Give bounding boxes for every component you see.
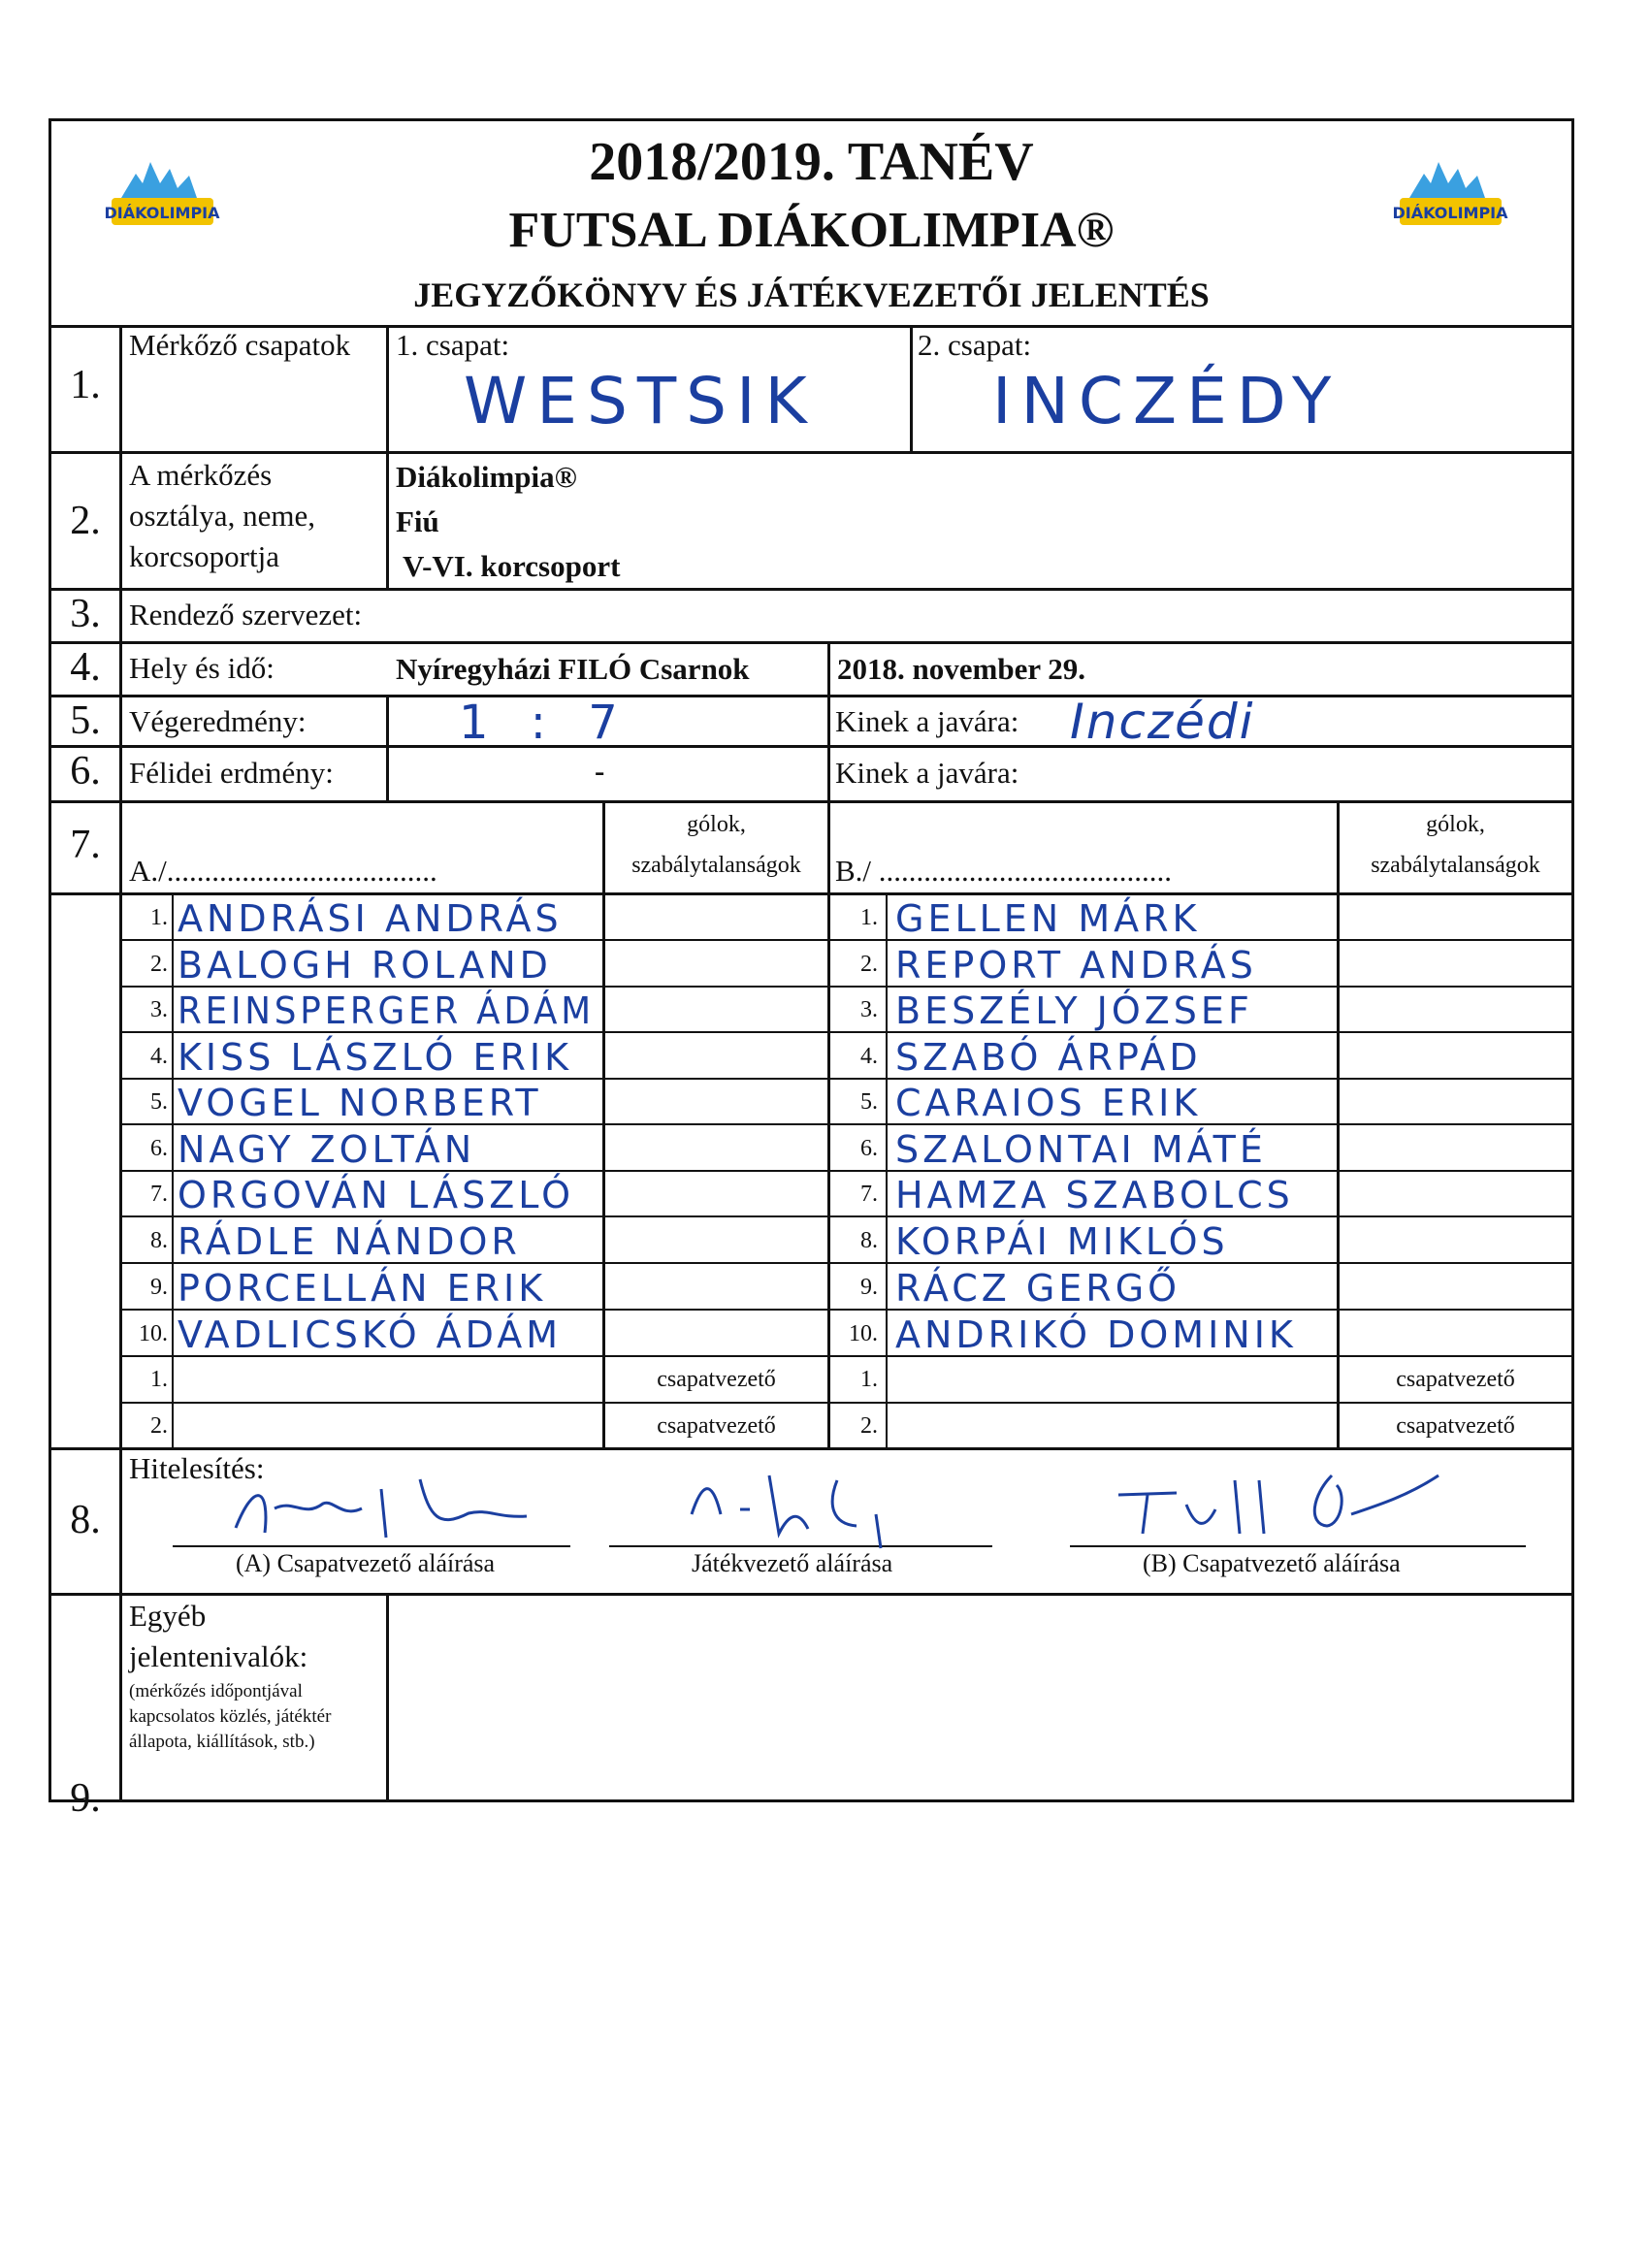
player-a-name: KISS LÁSZLÓ ERIK: [178, 1036, 572, 1079]
goals-header-b-l1: gólok,: [1426, 812, 1485, 837]
goals-header-a-l1: gólok,: [687, 812, 746, 837]
label-team-2: 2. csapat:: [918, 328, 1032, 362]
goals-header-a-l2: szabálytalanságok: [631, 853, 801, 878]
form-title-report: JEGYZŐKÖNYV ÉS JÁTÉKVEZETŐI JELENTÉS: [413, 275, 1210, 314]
halftime-score-value: -: [595, 754, 605, 788]
label-halftime-winner: Kinek a javára:: [835, 756, 1019, 790]
match-gender-value: Fiú: [396, 504, 439, 538]
final-winner-value: Inczédi: [1070, 694, 1255, 750]
player-b-name: ANDRIKÓ DOMINIK: [895, 1313, 1297, 1356]
player-a-name: VOGEL NORBERT: [178, 1082, 542, 1124]
match-event-value: Diákolimpia®: [396, 460, 577, 494]
remarks-note-l2: kapcsolatos közlés, játéktér: [129, 1706, 332, 1727]
leader-a-number: 1.: [150, 1367, 168, 1392]
player-b-number: 4.: [860, 1044, 878, 1069]
player-a-name: ANDRÁSI ANDRÁS: [178, 897, 563, 940]
player-a-name: RÁDLE NÁNDOR: [178, 1220, 521, 1263]
player-b-number: 6.: [860, 1136, 878, 1161]
player-a-number: 8.: [150, 1228, 168, 1253]
player-a-number: 7.: [150, 1182, 168, 1207]
remarks-note-l3: állapota, kiállítások, stb.): [129, 1732, 315, 1752]
player-a-number: 3.: [150, 997, 168, 1022]
leader-b-role: csapatvezető: [1396, 1413, 1515, 1439]
leader-a-role: csapatvezető: [657, 1413, 776, 1439]
label-other-remarks-l1: Egyéb: [129, 1599, 207, 1633]
label-match-class-l1: A mérkőzés: [129, 458, 273, 492]
player-a-number: 5.: [150, 1089, 168, 1115]
label-halftime-result: Félidei erdmény:: [129, 756, 334, 790]
row-number-6: 6.: [70, 749, 101, 794]
sig-label-referee: Játékvezető aláírása: [692, 1549, 893, 1577]
label-match-class-l2: osztálya, neme,: [129, 499, 315, 533]
player-b-name: CARAIOS ERIK: [895, 1082, 1202, 1124]
sig-label-team-b: (B) Csapatvezető aláírása: [1143, 1549, 1401, 1577]
team-1-name: WESTSIK: [464, 364, 817, 438]
goals-header-b-l2: szabálytalanságok: [1371, 853, 1540, 878]
signature-referee: [672, 1456, 963, 1553]
label-match-class-l3: korcsoportja: [129, 539, 279, 573]
player-a-number: 1.: [150, 905, 168, 930]
final-score-value: 1 : 7: [459, 696, 631, 750]
match-place-value: Nyíregyházi FILÓ Csarnok: [396, 652, 750, 686]
player-a-name: VADLICSKÓ ÁDÁM: [178, 1313, 563, 1356]
logo-text-right: DIÁKOLIMPIA: [1392, 204, 1508, 222]
signature-b: [1099, 1456, 1487, 1553]
label-organizer: Rendező szervezet:: [129, 598, 363, 632]
player-a-number: 9.: [150, 1275, 168, 1300]
leader-a-number: 2.: [150, 1413, 168, 1439]
player-b-name: BESZÉLY JÓZSEF: [895, 989, 1253, 1032]
row-number-3: 3.: [70, 592, 101, 636]
label-other-remarks-l2: jelentenivalók:: [129, 1639, 308, 1673]
row-number-2: 2.: [70, 499, 101, 543]
player-b-number: 7.: [860, 1182, 878, 1207]
player-b-name: REPORT ANDRÁS: [895, 944, 1257, 987]
player-a-name: PORCELLÁN ERIK: [178, 1267, 547, 1310]
player-b-number: 9.: [860, 1275, 878, 1300]
form-title-event: FUTSAL DIÁKOLIMPIA®: [508, 203, 1115, 258]
label-team-a: A./....................................: [129, 854, 437, 888]
leader-b-role: csapatvezető: [1396, 1367, 1515, 1392]
player-a-name: REINSPERGER ÁDÁM: [178, 989, 595, 1032]
remarks-note-l1: (mérkőzés időpontjával: [129, 1681, 303, 1701]
label-final-result: Végeredmény:: [129, 704, 307, 738]
player-a-number: 4.: [150, 1044, 168, 1069]
label-team-b: B./ .......................................: [835, 854, 1173, 888]
sig-label-team-a: (A) Csapatvezető aláírása: [236, 1549, 496, 1577]
signature-a: [216, 1460, 585, 1547]
player-b-number: 1.: [860, 905, 878, 930]
player-b-name: KORPÁI MIKLÓS: [895, 1220, 1229, 1263]
label-team-1: 1. csapat:: [396, 328, 510, 362]
row-number-5: 5.: [70, 698, 101, 743]
player-a-name: ORGOVÁN LÁSZLÓ: [178, 1174, 574, 1216]
player-a-number: 10.: [139, 1321, 168, 1346]
form-title-year: 2018/2019. TANÉV: [589, 132, 1034, 192]
label-competing-teams: Mérkőző csapatok: [129, 328, 351, 362]
leader-b-number: 1.: [860, 1367, 878, 1392]
player-b-number: 2.: [860, 952, 878, 977]
player-b-name: RÁCZ GERGŐ: [895, 1267, 1181, 1310]
player-b-number: 8.: [860, 1228, 878, 1253]
row-number-4: 4.: [70, 645, 101, 690]
team-2-name: INCZÉDY: [992, 364, 1342, 438]
player-b-number: 3.: [860, 997, 878, 1022]
leader-b-number: 2.: [860, 1413, 878, 1439]
player-b-name: SZABÓ ÁRPÁD: [895, 1036, 1202, 1079]
player-a-name: BALOGH ROLAND: [178, 944, 552, 987]
leader-a-role: csapatvezető: [657, 1367, 776, 1392]
label-place-time: Hely és idő:: [129, 651, 275, 685]
player-b-number: 10.: [849, 1321, 878, 1346]
player-b-name: HAMZA SZABOLCS: [895, 1174, 1294, 1216]
row-number-8: 8.: [70, 1498, 101, 1542]
label-final-winner: Kinek a javára:: [835, 704, 1019, 738]
match-age-group-value: V-VI. korcsoport: [403, 549, 621, 583]
player-a-number: 2.: [150, 952, 168, 977]
logo-text-left: DIÁKOLIMPIA: [104, 204, 220, 222]
report-form: [48, 118, 1574, 1821]
player-b-number: 5.: [860, 1089, 878, 1115]
player-a-name: NAGY ZOLTÁN: [178, 1128, 476, 1171]
player-b-name: SZALONTAI MÁTÉ: [895, 1128, 1267, 1171]
match-date-value: 2018. november 29.: [837, 652, 1086, 686]
row-number-7: 7.: [70, 823, 101, 867]
label-authentication: Hitelesítés:: [129, 1451, 265, 1485]
player-b-name: GELLEN MÁRK: [895, 897, 1201, 940]
player-a-number: 6.: [150, 1136, 168, 1161]
row-number-9: 9.: [70, 1776, 101, 1821]
row-number-1: 1.: [70, 363, 101, 407]
